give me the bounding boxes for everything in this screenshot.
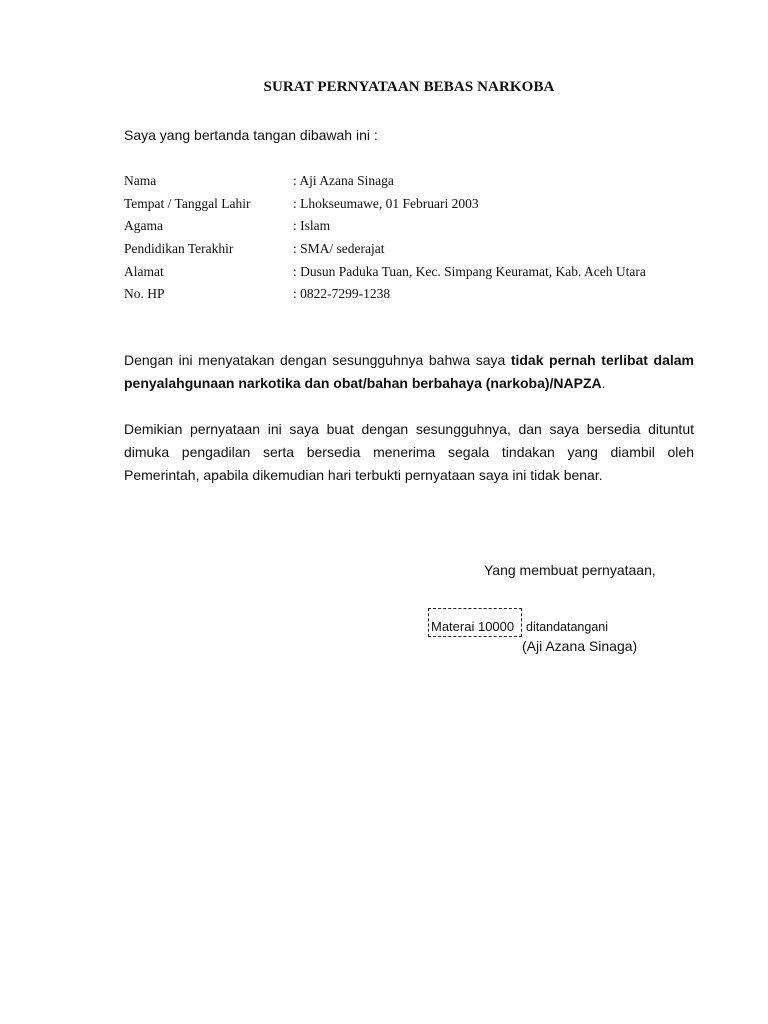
field-label: Agama [124,218,163,234]
intro-text: Saya yang bertanda tangan dibawah ini : [124,127,378,143]
field-row-nohp [124,285,684,308]
field-label: Pendidikan Terakhir [124,241,234,257]
field-row-alamat [124,263,684,286]
field-row-nama [124,172,684,195]
document-title: SURAT PERNYATAAN BEBAS NARKOBA [263,79,555,95]
statement-lead: Dengan ini menyatakan dengan sesungguhnya bahwa saya [124,352,511,368]
field-value: : Aji Azana Sinaga [293,173,394,188]
signed-note: ditandatangani [526,620,609,634]
statement-paragraph [124,349,694,395]
statement-emphasis: tidak pernah terlibat dalam penyalahgunaan narkotika dan obat/bahan berbahaya (narkoba)/NAPZA [124,352,694,391]
field-value: : 0822-7299-1238 [293,286,391,302]
field-label: No. HP [124,286,165,302]
field-label: Nama [124,173,157,188]
field-value: : Islam [293,218,331,234]
field-label: Tempat / Tanggal Lahir [124,195,251,211]
field-row-pendidikan [124,240,684,263]
field-value: : Lhokseumawe, 01 Februari 2003 [293,195,479,211]
field-row-agama [124,217,684,240]
statement-end: . [601,375,606,391]
field-label: Alamat [124,263,164,279]
field-value: : SMA/ sederajat [293,241,385,257]
signature-closing: Yang membuat pernyataan, [484,562,656,578]
signer-name: (Aji Azana Sinaga) [522,638,638,654]
closing-paragraph: Demikian pernyataan ini saya buat dengan sesungguhnya, dan saya bersedia dituntut dimuka pengadilan serta bersedia menerima segala tindakan yang diambil oleh Pemerintah, apabila dikemudian hari terbukti pernyataan saya ini tidak benar. [124,421,694,483]
identity-fields [124,172,684,308]
field-value: : Dusun Paduka Tuan, Kec. Simpang Keuramat, Kab. Aceh Utara [293,263,646,279]
field-row-ttl [124,195,684,218]
stamp-label: Materai 10000 [431,619,515,634]
